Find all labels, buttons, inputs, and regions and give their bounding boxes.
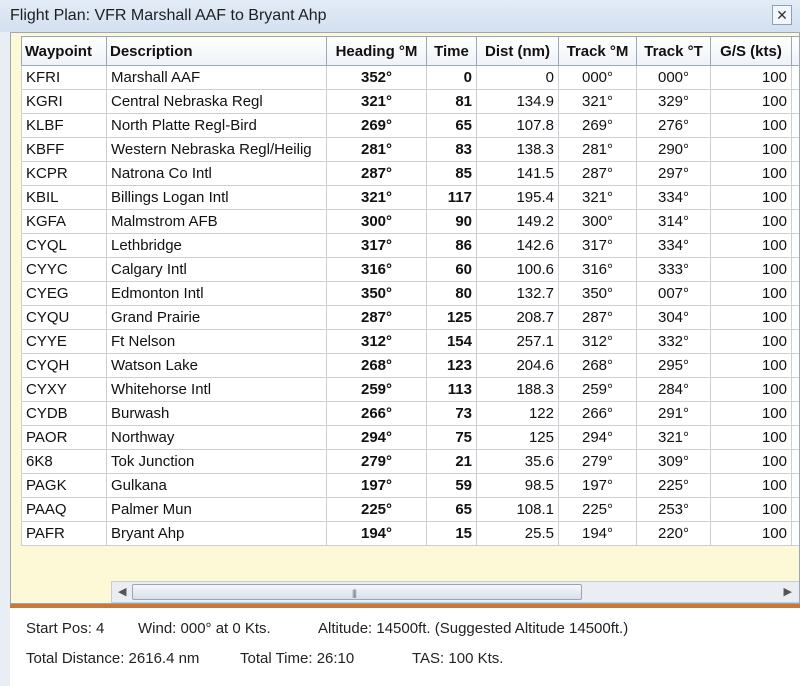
description-cell[interactable]: Tok Junction xyxy=(107,450,327,474)
table-row[interactable] xyxy=(22,114,800,138)
description-cell[interactable]: North Platte Regl-Bird xyxy=(107,114,327,138)
overflow-cell xyxy=(792,450,800,474)
description-cell[interactable]: Marshall AAF xyxy=(107,66,327,90)
track-magnetic-cell[interactable]: 321° xyxy=(559,186,637,210)
overflow-cell xyxy=(792,114,800,138)
overflow-cell xyxy=(792,138,800,162)
overflow-cell xyxy=(792,66,800,90)
column-header-ground-speed[interactable]: G/S (kts) xyxy=(711,37,792,66)
overflow-cell xyxy=(792,354,800,378)
track-true-cell[interactable]: 297° xyxy=(637,162,711,186)
table-row[interactable] xyxy=(22,330,800,354)
track-true-cell[interactable]: 321° xyxy=(637,426,711,450)
heading-cell[interactable]: 321° xyxy=(327,90,427,114)
heading-cell[interactable]: 316° xyxy=(327,258,427,282)
description-cell[interactable]: Natrona Co Intl xyxy=(107,162,327,186)
track-magnetic-cell[interactable]: 281° xyxy=(559,138,637,162)
track-true-cell[interactable]: 220° xyxy=(637,522,711,546)
heading-cell[interactable]: 294° xyxy=(327,426,427,450)
time-cell[interactable]: 86 xyxy=(427,234,477,258)
table-row[interactable] xyxy=(22,426,800,450)
description-cell[interactable]: Palmer Mun xyxy=(107,498,327,522)
heading-cell[interactable]: 225° xyxy=(327,498,427,522)
description-cell[interactable]: Calgary Intl xyxy=(107,258,327,282)
heading-cell[interactable]: 266° xyxy=(327,402,427,426)
column-header-waypoint[interactable]: Waypoint xyxy=(22,37,107,66)
waypoint-cell[interactable]: KFRI xyxy=(22,66,107,90)
ground-speed-cell[interactable]: 100 xyxy=(711,66,792,90)
waypoint-cell[interactable]: CYEG xyxy=(22,282,107,306)
ground-speed-cell[interactable]: 100 xyxy=(711,90,792,114)
track-true-cell[interactable]: 332° xyxy=(637,330,711,354)
track-true-cell[interactable]: 334° xyxy=(637,186,711,210)
description-cell[interactable]: Lethbridge xyxy=(107,234,327,258)
track-magnetic-cell[interactable]: 197° xyxy=(559,474,637,498)
waypoint-cell[interactable]: 6K8 xyxy=(22,450,107,474)
track-true-cell[interactable]: 253° xyxy=(637,498,711,522)
time-cell[interactable]: 15 xyxy=(427,522,477,546)
wind-info: Wind: 000° at 0 Kts. xyxy=(138,620,271,637)
total-distance: Total Distance: 2616.4 nm xyxy=(26,650,200,667)
distance-cell[interactable]: 208.7 xyxy=(477,306,559,330)
ground-speed-cell[interactable]: 100 xyxy=(711,378,792,402)
ground-speed-cell[interactable]: 100 xyxy=(711,330,792,354)
track-magnetic-cell[interactable]: 269° xyxy=(559,114,637,138)
description-cell[interactable]: Edmonton Intl xyxy=(107,282,327,306)
overflow-cell xyxy=(792,378,800,402)
total-time: Total Time: 26:10 xyxy=(240,650,355,667)
ground-speed-cell[interactable]: 100 xyxy=(711,474,792,498)
track-magnetic-cell[interactable]: 268° xyxy=(559,354,637,378)
waypoint-cell[interactable]: PAAQ xyxy=(22,498,107,522)
distance-cell[interactable]: 149.2 xyxy=(477,210,559,234)
distance-cell[interactable]: 108.1 xyxy=(477,498,559,522)
table-row[interactable] xyxy=(22,138,800,162)
track-magnetic-cell[interactable]: 316° xyxy=(559,258,637,282)
heading-cell[interactable]: 281° xyxy=(327,138,427,162)
heading-cell[interactable]: 269° xyxy=(327,114,427,138)
time-cell[interactable]: 123 xyxy=(427,354,477,378)
waypoint-cell[interactable]: CYDB xyxy=(22,402,107,426)
description-cell[interactable]: Malmstrom AFB xyxy=(107,210,327,234)
distance-cell[interactable]: 122 xyxy=(477,402,559,426)
table-row[interactable] xyxy=(22,450,800,474)
table-row[interactable] xyxy=(22,210,800,234)
waypoint-cell[interactable]: CYYC xyxy=(22,258,107,282)
heading-cell[interactable]: 194° xyxy=(327,522,427,546)
table-row[interactable] xyxy=(22,186,800,210)
track-magnetic-cell[interactable]: 225° xyxy=(559,498,637,522)
ground-speed-cell[interactable]: 100 xyxy=(711,450,792,474)
distance-cell[interactable]: 134.9 xyxy=(477,90,559,114)
ground-speed-cell[interactable]: 100 xyxy=(711,522,792,546)
table-row[interactable] xyxy=(22,258,800,282)
track-true-cell[interactable]: 225° xyxy=(637,474,711,498)
track-magnetic-cell[interactable]: 300° xyxy=(559,210,637,234)
track-magnetic-cell[interactable]: 350° xyxy=(559,282,637,306)
scroll-left-icon[interactable]: ◀ xyxy=(118,586,127,598)
flight-plan-table xyxy=(21,36,800,546)
overflow-cell xyxy=(792,498,800,522)
overflow-cell xyxy=(792,90,800,114)
distance-cell[interactable]: 125 xyxy=(477,426,559,450)
column-header-track-true[interactable]: Track °T xyxy=(637,37,711,66)
ground-speed-cell[interactable]: 100 xyxy=(711,114,792,138)
track-true-cell[interactable]: 329° xyxy=(637,90,711,114)
distance-cell[interactable]: 98.5 xyxy=(477,474,559,498)
ground-speed-cell[interactable]: 100 xyxy=(711,234,792,258)
ground-speed-cell[interactable]: 100 xyxy=(711,354,792,378)
column-header-description[interactable]: Description xyxy=(107,37,327,66)
time-cell[interactable]: 125 xyxy=(427,306,477,330)
distance-cell[interactable]: 132.7 xyxy=(477,282,559,306)
track-true-cell[interactable]: 290° xyxy=(637,138,711,162)
waypoint-cell[interactable]: KGRI xyxy=(22,90,107,114)
track-true-cell[interactable]: 276° xyxy=(637,114,711,138)
true-airspeed: TAS: 100 Kts. xyxy=(412,650,504,667)
scroll-right-icon[interactable]: ▶ xyxy=(783,586,792,598)
table-row[interactable] xyxy=(22,66,800,90)
heading-cell[interactable]: 317° xyxy=(327,234,427,258)
close-button[interactable] xyxy=(772,5,792,25)
window-title: Flight Plan: VFR Marshall AAF to Bryant Ahp xyxy=(10,7,327,24)
track-magnetic-cell[interactable]: 287° xyxy=(559,306,637,330)
time-cell[interactable]: 73 xyxy=(427,402,477,426)
time-cell[interactable]: 75 xyxy=(427,426,477,450)
waypoint-cell[interactable]: PAOR xyxy=(22,426,107,450)
ground-speed-cell[interactable]: 100 xyxy=(711,186,792,210)
table-row[interactable] xyxy=(22,282,800,306)
heading-cell[interactable]: 197° xyxy=(327,474,427,498)
description-cell[interactable]: Central Nebraska Regl xyxy=(107,90,327,114)
ground-speed-cell[interactable]: 100 xyxy=(711,498,792,522)
description-cell[interactable]: Western Nebraska Regl/Heilig xyxy=(107,138,327,162)
time-cell[interactable]: 65 xyxy=(427,114,477,138)
description-cell[interactable]: Northway xyxy=(107,426,327,450)
distance-cell[interactable]: 100.6 xyxy=(477,258,559,282)
track-magnetic-cell[interactable]: 194° xyxy=(559,522,637,546)
table-row[interactable] xyxy=(22,378,800,402)
track-true-cell[interactable]: 314° xyxy=(637,210,711,234)
column-header-heading[interactable]: Heading °M xyxy=(327,37,427,66)
table-row[interactable] xyxy=(22,306,800,330)
ground-speed-cell[interactable]: 100 xyxy=(711,426,792,450)
title-bar xyxy=(0,0,800,32)
description-cell[interactable]: Burwash xyxy=(107,402,327,426)
heading-cell[interactable]: 300° xyxy=(327,210,427,234)
description-cell[interactable]: Grand Prairie xyxy=(107,306,327,330)
time-cell[interactable]: 154 xyxy=(427,330,477,354)
ground-speed-cell[interactable]: 100 xyxy=(711,306,792,330)
waypoint-cell[interactable]: PAFR xyxy=(22,522,107,546)
ground-speed-cell[interactable]: 100 xyxy=(711,210,792,234)
time-cell[interactable]: 83 xyxy=(427,138,477,162)
waypoint-cell[interactable]: CYYE xyxy=(22,330,107,354)
heading-cell[interactable]: 287° xyxy=(327,162,427,186)
waypoint-cell[interactable]: CYXY xyxy=(22,378,107,402)
time-cell[interactable]: 80 xyxy=(427,282,477,306)
distance-cell[interactable]: 107.8 xyxy=(477,114,559,138)
track-magnetic-cell[interactable]: 266° xyxy=(559,402,637,426)
table-row[interactable] xyxy=(22,162,800,186)
distance-cell[interactable]: 204.6 xyxy=(477,354,559,378)
time-cell[interactable]: 59 xyxy=(427,474,477,498)
track-true-cell[interactable]: 291° xyxy=(637,402,711,426)
track-true-cell[interactable]: 284° xyxy=(637,378,711,402)
track-magnetic-cell[interactable]: 317° xyxy=(559,234,637,258)
column-header-overflow xyxy=(792,37,800,66)
waypoint-cell[interactable]: CYQH xyxy=(22,354,107,378)
waypoint-cell[interactable]: KBIL xyxy=(22,186,107,210)
description-cell[interactable]: Billings Logan Intl xyxy=(107,186,327,210)
distance-cell[interactable]: 142.6 xyxy=(477,234,559,258)
description-cell[interactable]: Gulkana xyxy=(107,474,327,498)
time-cell[interactable]: 113 xyxy=(427,378,477,402)
track-magnetic-cell[interactable]: 321° xyxy=(559,90,637,114)
waypoint-cell[interactable]: CYQL xyxy=(22,234,107,258)
overflow-cell xyxy=(792,402,800,426)
distance-cell[interactable]: 138.3 xyxy=(477,138,559,162)
table-row[interactable] xyxy=(22,234,800,258)
heading-cell[interactable]: 279° xyxy=(327,450,427,474)
overflow-cell xyxy=(792,258,800,282)
distance-cell[interactable]: 141.5 xyxy=(477,162,559,186)
heading-cell[interactable]: 268° xyxy=(327,354,427,378)
heading-cell[interactable]: 321° xyxy=(327,186,427,210)
table-row[interactable] xyxy=(22,402,800,426)
table-row[interactable] xyxy=(22,354,800,378)
table-row[interactable] xyxy=(22,474,800,498)
track-true-cell[interactable]: 007° xyxy=(637,282,711,306)
heading-cell[interactable]: 312° xyxy=(327,330,427,354)
track-magnetic-cell[interactable]: 312° xyxy=(559,330,637,354)
waypoint-cell[interactable]: KGFA xyxy=(22,210,107,234)
track-true-cell[interactable]: 304° xyxy=(637,306,711,330)
distance-cell[interactable]: 188.3 xyxy=(477,378,559,402)
overflow-cell xyxy=(792,474,800,498)
heading-cell[interactable]: 259° xyxy=(327,378,427,402)
overflow-cell xyxy=(792,522,800,546)
grip-icon: ||| xyxy=(352,588,357,598)
track-magnetic-cell[interactable]: 279° xyxy=(559,450,637,474)
description-cell[interactable]: Bryant Ahp xyxy=(107,522,327,546)
ground-speed-cell[interactable]: 100 xyxy=(711,402,792,426)
overflow-cell xyxy=(792,210,800,234)
distance-cell[interactable]: 195.4 xyxy=(477,186,559,210)
time-cell[interactable]: 117 xyxy=(427,186,477,210)
track-true-cell[interactable]: 333° xyxy=(637,258,711,282)
waypoint-cell[interactable]: PAGK xyxy=(22,474,107,498)
ground-speed-cell[interactable]: 100 xyxy=(711,162,792,186)
overflow-cell xyxy=(792,330,800,354)
distance-cell[interactable]: 0 xyxy=(477,66,559,90)
close-icon: ✕ xyxy=(776,7,788,23)
distance-cell[interactable]: 257.1 xyxy=(477,330,559,354)
start-position: Start Pos: 4 xyxy=(26,620,105,637)
ground-speed-cell[interactable]: 100 xyxy=(711,282,792,306)
column-header-time[interactable]: Time xyxy=(427,37,477,66)
waypoint-cell[interactable]: KBFF xyxy=(22,138,107,162)
waypoint-cell[interactable]: KLBF xyxy=(22,114,107,138)
distance-cell[interactable]: 25.5 xyxy=(477,522,559,546)
waypoint-cell[interactable]: CYQU xyxy=(22,306,107,330)
distance-cell[interactable]: 35.6 xyxy=(477,450,559,474)
overflow-cell xyxy=(792,162,800,186)
time-cell[interactable]: 60 xyxy=(427,258,477,282)
track-magnetic-cell[interactable]: 259° xyxy=(559,378,637,402)
time-cell[interactable]: 21 xyxy=(427,450,477,474)
ground-speed-cell[interactable]: 100 xyxy=(711,258,792,282)
track-true-cell[interactable]: 000° xyxy=(637,66,711,90)
horizontal-scrollbar[interactable] xyxy=(111,581,800,603)
ground-speed-cell[interactable]: 100 xyxy=(711,138,792,162)
time-cell[interactable]: 90 xyxy=(427,210,477,234)
track-true-cell[interactable]: 334° xyxy=(637,234,711,258)
waypoint-cell[interactable]: KCPR xyxy=(22,162,107,186)
table-row[interactable] xyxy=(22,90,800,114)
description-cell[interactable]: Whitehorse Intl xyxy=(107,378,327,402)
status-panel xyxy=(10,608,800,686)
flight-plan-grid xyxy=(10,32,800,604)
table-body xyxy=(22,66,800,546)
track-true-cell[interactable]: 295° xyxy=(637,354,711,378)
overflow-cell xyxy=(792,186,800,210)
track-true-cell[interactable]: 309° xyxy=(637,450,711,474)
scrollbar-thumb[interactable] xyxy=(132,584,582,600)
heading-cell[interactable]: 287° xyxy=(327,306,427,330)
track-magnetic-cell[interactable]: 294° xyxy=(559,426,637,450)
time-cell[interactable]: 0 xyxy=(427,66,477,90)
overflow-cell xyxy=(792,234,800,258)
overflow-cell xyxy=(792,306,800,330)
time-cell[interactable]: 65 xyxy=(427,498,477,522)
time-cell[interactable]: 81 xyxy=(427,90,477,114)
table-row[interactable] xyxy=(22,498,800,522)
description-cell[interactable]: Ft Nelson xyxy=(107,330,327,354)
track-magnetic-cell[interactable]: 000° xyxy=(559,66,637,90)
heading-cell[interactable]: 350° xyxy=(327,282,427,306)
track-magnetic-cell[interactable]: 287° xyxy=(559,162,637,186)
altitude-info: Altitude: 14500ft. (Suggested Altitude 14500ft.) xyxy=(318,620,629,637)
column-header-track-magnetic[interactable]: Track °M xyxy=(559,37,637,66)
table-row[interactable] xyxy=(22,522,800,546)
description-cell[interactable]: Watson Lake xyxy=(107,354,327,378)
column-header-distance[interactable]: Dist (nm) xyxy=(477,37,559,66)
overflow-cell xyxy=(792,282,800,306)
time-cell[interactable]: 85 xyxy=(427,162,477,186)
heading-cell[interactable]: 352° xyxy=(327,66,427,90)
overflow-cell xyxy=(792,426,800,450)
table-header-row xyxy=(22,37,800,66)
